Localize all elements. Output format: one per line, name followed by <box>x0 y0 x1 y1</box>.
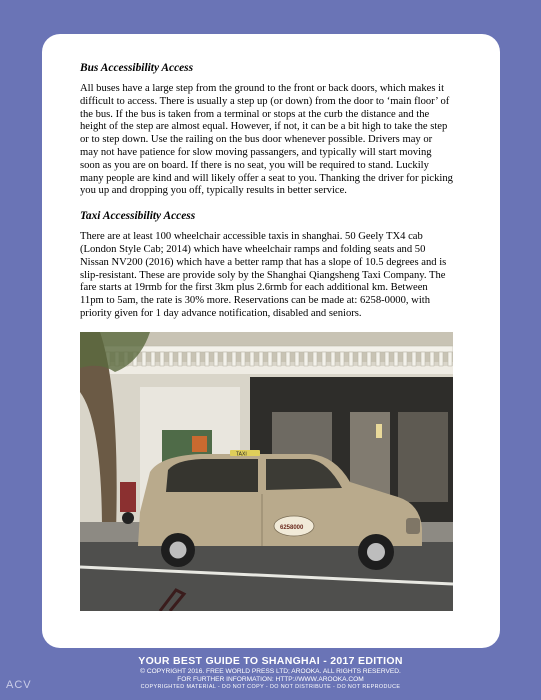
taxi-paragraph: There are at least 100 wheelchair accessible taxis in shanghai. 50 Geely TX4 cab (London Style Cab; 2014) which have wheelchair ramps and folding seats and 50 Nissan NV200 (2016) which have a better ramp that has a slope of 10.5 degrees and is slip-resistant. These are provide soly by the Shanghai Qiangsheng Taxi Company. The fare starts at 19rmb for the first 3km plus 2.6rmb for each additional km. Between 11pm to 5am, the rate is 30% more. Reservations can be made at: 6258-0000, with priority given for 1 day advance notification, disabled and seniors. <box>80 231 447 319</box>
baluster <box>313 352 317 366</box>
baluster <box>349 352 353 366</box>
baluster <box>412 352 416 366</box>
baluster <box>250 352 254 366</box>
baluster <box>403 352 407 366</box>
baluster <box>232 352 236 366</box>
baluster <box>214 352 218 366</box>
watermark: ACV <box>6 679 32 691</box>
baluster <box>367 352 371 366</box>
baluster <box>241 352 245 366</box>
baluster <box>295 352 299 366</box>
shop-window-3 <box>398 412 448 502</box>
baluster <box>439 352 443 366</box>
baluster <box>322 352 326 366</box>
baluster <box>331 352 335 366</box>
baluster <box>277 352 281 366</box>
footer-notice: COPYRIGHTED MATERIAL - DO NOT COPY - DO NOT DISTRIBUTE - DO NOT REPRODUCE <box>140 684 401 690</box>
balcony-ledge <box>100 366 453 374</box>
baluster <box>394 352 398 366</box>
baluster <box>376 352 380 366</box>
baluster <box>178 352 182 366</box>
taxi-photo <box>80 332 453 611</box>
footer-info-link[interactable]: FOR FURTHER INFORMATION: HTTP://WWW.AROOKA.COM <box>177 676 364 683</box>
bus-paragraph: All buses have a large step from the ground to the front or back doors, which makes it difficult to access. There is usually a step up (or down) from the door to ‘main floor’ of the bus. If the bus is taken from a terminal or stops at the curb the distance and the height of the step are almost equal. However, if not, it can be a bit high to take the step or to step down. Use the railing on the bus door whenever possible. Drivers may or may not have patience for slow moving passangers, and typically will start moving soon as you are on board. If there is no seat, you will be required to stand. Luckily many people are kind and will likely offer a seat to you. Thanking the driver for picking you up and dropping you off, typically results in better service. <box>80 83 453 197</box>
baluster <box>169 352 173 366</box>
baluster <box>151 352 155 366</box>
footer-title: YOUR BEST GUIDE TO SHANGHAI - 2017 EDITION <box>138 655 403 667</box>
baluster <box>187 352 191 366</box>
baluster <box>160 352 164 366</box>
baluster <box>340 352 344 366</box>
baluster <box>421 352 425 366</box>
roof-sign: TAXI <box>236 451 247 458</box>
baluster <box>205 352 209 366</box>
front-grille <box>406 518 420 534</box>
bus-heading: Bus Accessibility Access <box>80 62 194 74</box>
baluster <box>259 352 263 366</box>
baluster <box>286 352 290 366</box>
shop-lamp <box>376 424 382 438</box>
baluster <box>358 352 362 366</box>
baluster <box>304 352 308 366</box>
baluster <box>448 352 452 366</box>
baluster <box>196 352 200 366</box>
article-content <box>80 62 453 333</box>
baluster <box>142 352 146 366</box>
orange-notice <box>192 436 207 452</box>
baluster <box>268 352 272 366</box>
scooter <box>120 482 136 512</box>
baluster <box>385 352 389 366</box>
baluster <box>430 352 434 366</box>
door-number: 6258000 <box>280 525 304 531</box>
taxi-heading: Taxi Accessibility Access <box>80 210 196 223</box>
page-card <box>42 34 500 648</box>
footer-copyright: © COPYRIGHT 2016. FREE WORLD PRESS LTD; AROOKA. ALL RIGHTS RESERVED. <box>140 668 401 675</box>
footer <box>0 655 541 691</box>
baluster <box>223 352 227 366</box>
